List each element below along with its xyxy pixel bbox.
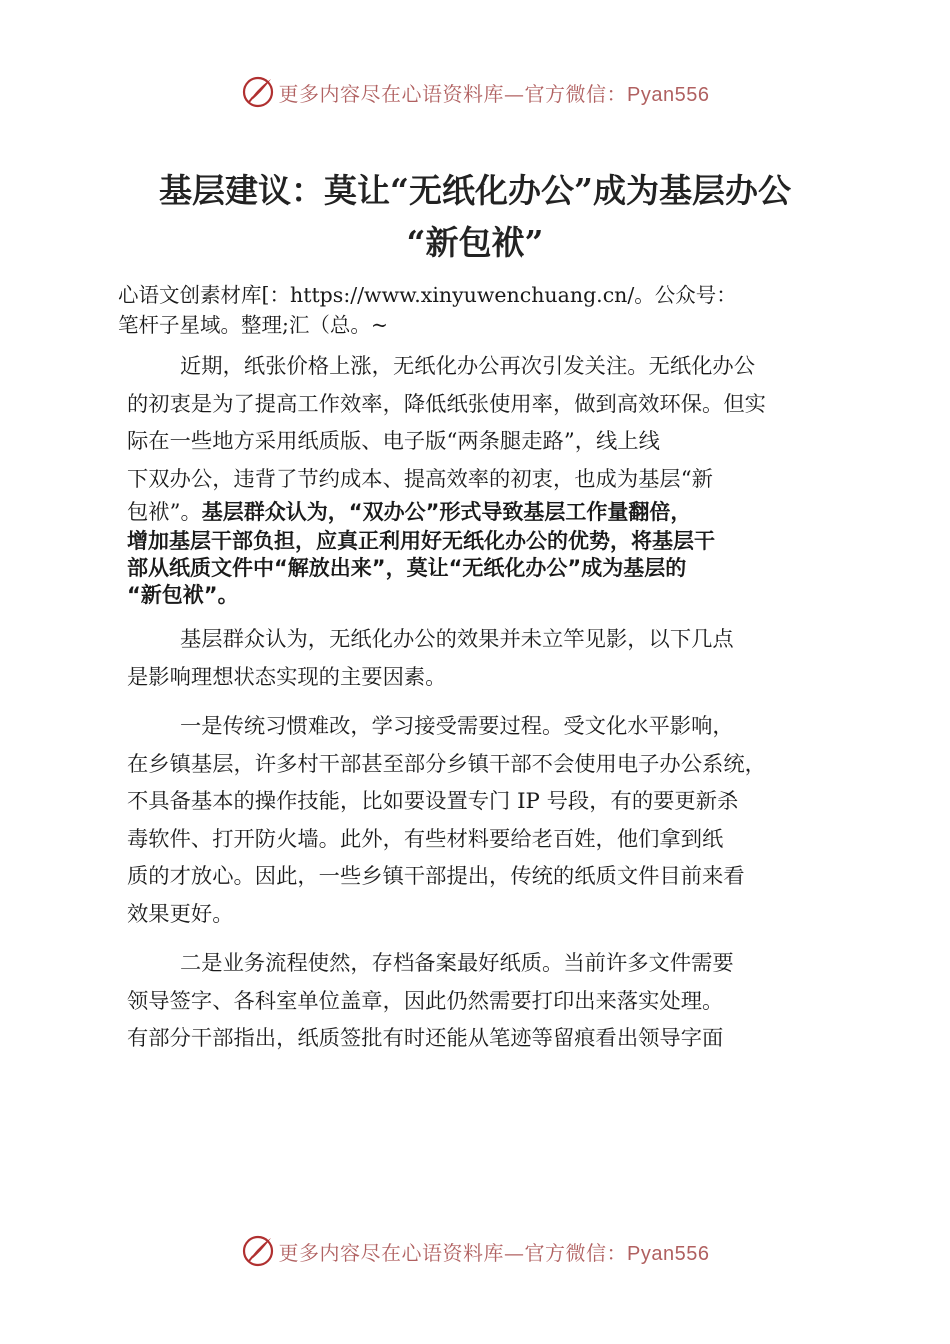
text-line: 际在一些地方采用纸质版、电子版“两条腿走路”，线上线 — [127, 429, 660, 454]
text-line: 基层群众认为，无纸化办公的效果并未立竿见影，以下几点 — [180, 627, 734, 652]
wechat-id: Pyan556 — [627, 83, 710, 106]
bold-text-line: 部从纸质文件中“解放出来”，莫让“无纸化办公”成为基层的 — [127, 556, 687, 580]
text-line: 二是业务流程使然，存档备案最好纸质。当前许多文件需要 — [180, 951, 734, 976]
paragraph-4 — [127, 945, 847, 1058]
banner-text: 更多内容尽在心语资料库—官方微信： — [278, 81, 628, 106]
text-line — [127, 498, 847, 528]
text-line: 效果更好。 — [127, 901, 234, 927]
footer-banner — [0, 1231, 950, 1271]
banner-text: 更多内容尽在心语资料库—官方微信： — [278, 1240, 628, 1265]
wechat-id: Pyan556 — [627, 1242, 710, 1265]
paragraph-1 — [127, 348, 847, 609]
text-line: 近期，纸张价格上涨，无纸化办公再次引发关注。无纸化办公 — [180, 354, 756, 379]
quill-logo-icon — [241, 1234, 275, 1268]
bold-text-line: 增加基层干部负担，应真正利用好无纸化办公的优势，将基层干 — [127, 529, 715, 553]
source-note-line-1: 心语文创素材库[：https://www.xinyuwenchuang.cn/。公众号： — [118, 283, 737, 307]
text-segment: 包袱”。 — [127, 500, 202, 525]
text-line: 质的才放心。因此，一些乡镇干部提出，传统的纸质文件目前来看 — [127, 864, 745, 889]
text-line: 是影响理想状态实现的主要因素。 — [127, 664, 447, 690]
text-line: 领导签字、各科室单位盖章，因此仍然需要打印出来落实处理。 — [127, 988, 724, 1014]
text-line: 一是传统习惯难改，学习接受需要过程。受文化水平影响， — [180, 714, 734, 739]
paragraph-2 — [127, 621, 847, 696]
title-line-2: “新包袱” — [406, 223, 544, 262]
title-line-1: 基层建议：莫让“无纸化办公”成为基层办公 — [159, 171, 791, 210]
header-banner — [0, 72, 950, 112]
page-title — [100, 165, 850, 269]
text-line: 有部分干部指出，纸质签批有时还能从笔迹等留痕看出领导字面 — [127, 1026, 724, 1051]
bold-text-segment: 基层群众认为，“双办公”形式导致基层工作量翻倍， — [201, 500, 692, 524]
article-body — [127, 348, 847, 1058]
source-note — [118, 280, 858, 340]
quill-logo-icon — [241, 75, 275, 109]
paragraph-3 — [127, 708, 847, 933]
text-line: 毒软件、打开防火墙。此外，有些材料要给老百姓，他们拿到纸 — [127, 826, 724, 852]
bold-text-line: “新包袱”。 — [127, 583, 239, 607]
text-line: 不具备基本的操作技能，比如要设置专门 IP 号段，有的要更新杀 — [127, 789, 739, 814]
text-line: 在乡镇基层，许多村干部甚至部分乡镇干部不会使用电子办公系统， — [127, 751, 766, 777]
source-note-line-2: 笔杆子星域。整理;汇（总。~ — [118, 313, 389, 337]
text-line: 下双办公，违背了节约成本、提高效率的初衷，也成为基层“新 — [127, 466, 713, 492]
text-line: 的初衷是为了提高工作效率，降低纸张使用率，做到高效环保。但实 — [127, 391, 766, 417]
